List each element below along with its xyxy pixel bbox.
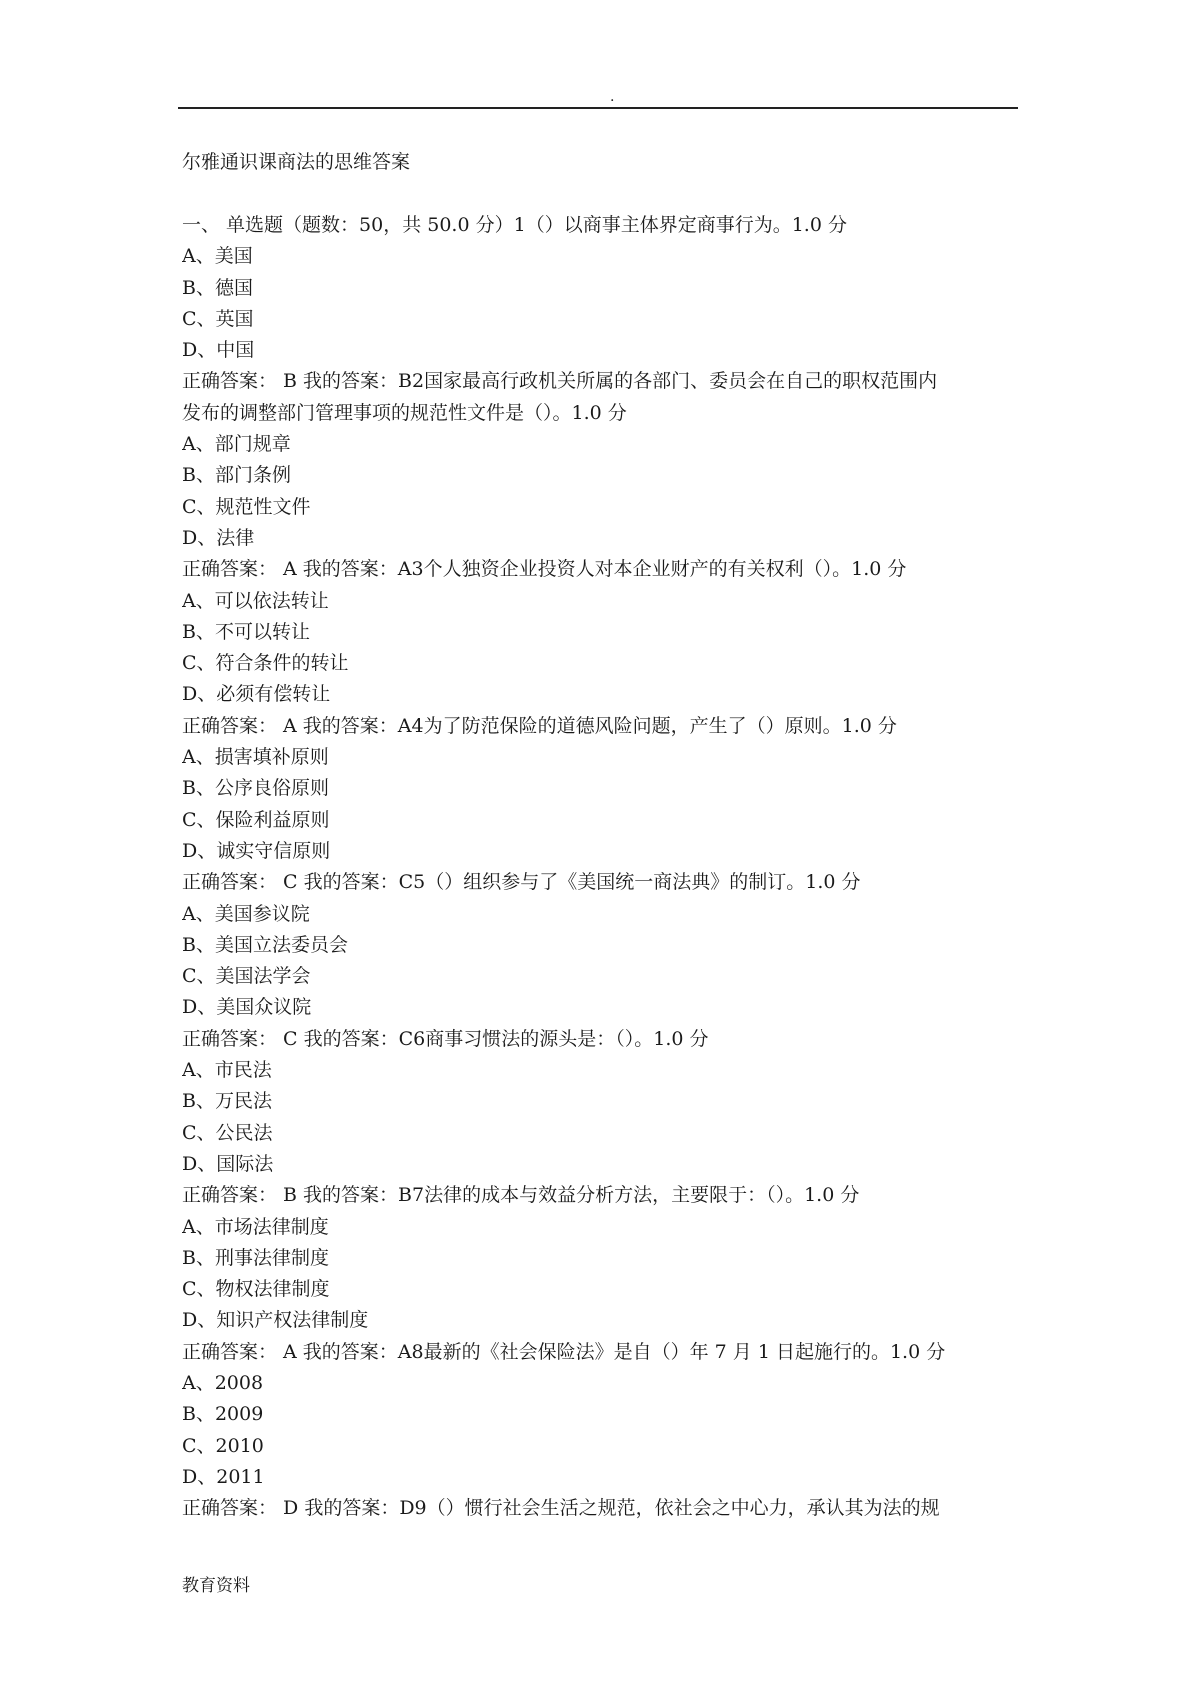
answer-question-line: 正确答案： B 我的答案：B2国家最高行政机关所属的各部门、委员会在自己的职权范围内 [182, 370, 938, 393]
option-line: A、2008 [182, 1371, 264, 1394]
page-footer: 教育资料 [182, 1576, 250, 1596]
answer-question-line: 正确答案： C 我的答案：C6商事习惯法的源头是：（）。1.0 分 [182, 1027, 709, 1050]
option-line: B、美国立法委员会 [182, 933, 348, 956]
answer-question-line: 正确答案： C 我的答案：C5（）组织参与了《美国统一商法典》的制订。1.0 分 [182, 871, 861, 894]
option-line: B、2009 [182, 1403, 264, 1426]
question-continuation-line: 发布的调整部门管理事项的规范性文件是（）。1.0 分 [182, 401, 627, 424]
option-line: B、不可以转让 [182, 620, 310, 643]
answer-question-line: 正确答案： A 我的答案：A8最新的《社会保险法》是自（）年 7 月 1 日起施行的。1.0 分 [182, 1340, 946, 1363]
option-line: C、保险利益原则 [182, 808, 330, 831]
document-title: 尔雅通识课商法的思维答案 [182, 151, 411, 173]
option-line: C、物权法律制度 [182, 1278, 330, 1301]
header-mark: . [610, 89, 615, 105]
option-line: D、必须有偿转让 [182, 683, 331, 706]
option-line: C、美国法学会 [182, 965, 311, 988]
answer-question-line: 正确答案： B 我的答案：B7法律的成本与效益分析方法，主要限于：（）。1.0 分 [182, 1184, 860, 1207]
header-rule [178, 107, 1018, 109]
option-line: A、美国 [182, 245, 253, 268]
answer-question-line: 正确答案： D 我的答案：D9（）惯行社会生活之规范，依社会之中心力，承认其为法的规 [182, 1497, 940, 1520]
option-line: D、中国 [182, 339, 255, 362]
option-line: B、部门条例 [182, 464, 291, 487]
option-line: A、市场法律制度 [182, 1215, 329, 1238]
section-heading-question-1: 一、 单选题（题数：50，共 50.0 分）1（）以商事主体界定商事行为。1.0 分 [182, 214, 847, 236]
option-line: A、市民法 [182, 1059, 272, 1082]
answer-question-line: 正确答案： A 我的答案：A3个人独资企业投资人对本企业财产的有关权利（）。1.0 分 [182, 558, 907, 581]
option-line: B、德国 [182, 276, 253, 299]
document-body [182, 210, 1022, 1524]
option-line: C、规范性文件 [182, 495, 311, 518]
option-line: A、美国参议院 [182, 902, 310, 925]
option-line: C、2010 [182, 1434, 264, 1457]
option-line: D、国际法 [182, 1152, 274, 1175]
option-line: B、万民法 [182, 1090, 272, 1113]
option-line: D、诚实守信原则 [182, 839, 331, 862]
option-line: B、刑事法律制度 [182, 1246, 329, 1269]
option-line: D、知识产权法律制度 [182, 1309, 369, 1332]
option-line: B、公序良俗原则 [182, 777, 329, 800]
option-line: C、英国 [182, 307, 254, 330]
option-line: D、2011 [182, 1465, 265, 1488]
option-line: A、部门规章 [182, 433, 291, 456]
option-line: C、公民法 [182, 1121, 273, 1144]
option-line: D、美国众议院 [182, 996, 312, 1019]
option-line: A、损害填补原则 [182, 746, 329, 769]
option-line: D、法律 [182, 526, 255, 549]
option-line: A、可以依法转让 [182, 589, 329, 612]
answer-question-line: 正确答案： A 我的答案：A4为了防范保险的道德风险问题，产生了（）原则。1.0 分 [182, 714, 897, 737]
option-line: C、符合条件的转让 [182, 652, 349, 675]
